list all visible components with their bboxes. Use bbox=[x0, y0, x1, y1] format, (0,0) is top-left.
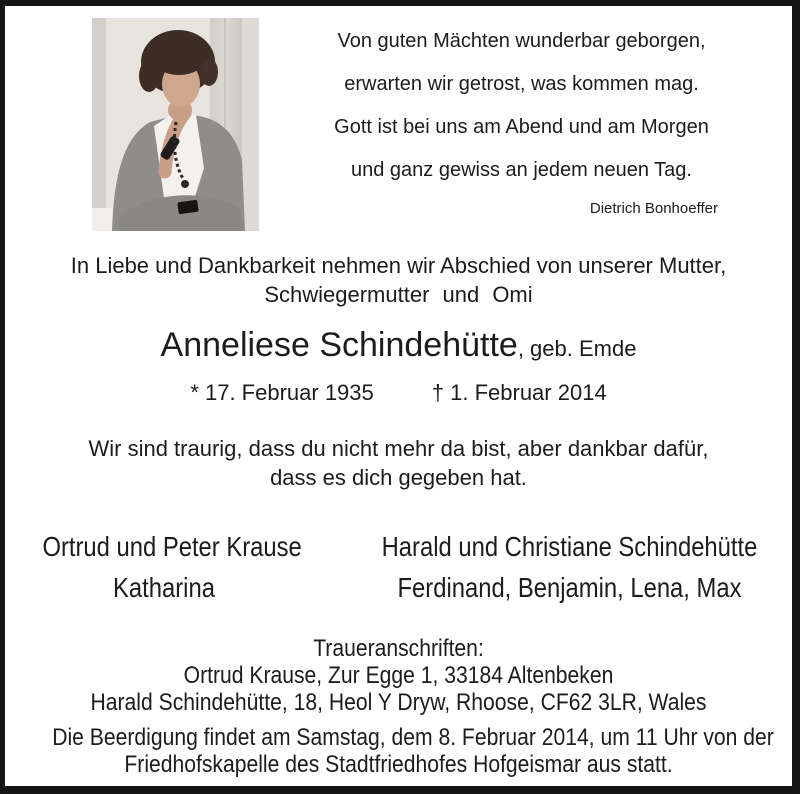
deceased-name: Anneliese Schindehütte bbox=[160, 326, 518, 364]
family-name: Ortrud und Peter Krause bbox=[42, 531, 302, 562]
quote-line: Von guten Mächten wunderbar geborgen, bbox=[337, 30, 706, 52]
birth-date: * 17. Februar 1935 bbox=[190, 380, 374, 405]
grief-line-1: Wir sind traurig, dass du nicht mehr da bist, aber dankbar dafür, bbox=[88, 436, 709, 461]
grief-line-2: dass es dich gegeben hat. bbox=[270, 465, 527, 490]
address-line: Harald Schindehütte, 18, Heol Y Dryw, Rhoose, CF62 3LR, Wales bbox=[90, 689, 707, 716]
quote-line: erwarten wir getrost, was kommen mag. bbox=[344, 73, 699, 95]
memorial-quote bbox=[289, 20, 754, 219]
mourning-family bbox=[5, 526, 792, 608]
funeral-line-1: Die Beerdigung findet am Samstag, dem 8. Februar 2014, um 11 Uhr von der bbox=[52, 724, 774, 751]
quote-line: und ganz gewiss an jedem neuen Tag. bbox=[351, 159, 692, 181]
address-line: Ortrud Krause, Zur Egge 1, 33184 Altenbeken bbox=[183, 662, 614, 689]
life-dates bbox=[5, 380, 792, 406]
intro-line-2: Schwiegermutter und Omi bbox=[264, 282, 533, 307]
funeral-info bbox=[5, 724, 792, 778]
addresses-title: Traueranschriften: bbox=[313, 635, 484, 662]
portrait-photo bbox=[92, 18, 259, 231]
intro-line-1: In Liebe und Dankbarkeit nehmen wir Abschied von unserer Mutter, bbox=[70, 253, 727, 278]
top-section bbox=[5, 6, 792, 231]
intro-text bbox=[5, 251, 792, 309]
mourning-addresses bbox=[5, 635, 792, 716]
quote-line: Gott ist bei uns am Abend und am Morgen bbox=[334, 116, 709, 138]
portrait-photo-illustration bbox=[92, 18, 259, 231]
family-name: Katharina bbox=[113, 572, 215, 603]
grief-text bbox=[5, 434, 792, 492]
maiden-name: , geb. Emde bbox=[517, 336, 637, 361]
family-column-right bbox=[347, 526, 792, 608]
death-date: † 1. Februar 2014 bbox=[431, 380, 607, 405]
funeral-line-2: Friedhofskapelle des Stadtfriedhofes Hofgeismar aus statt. bbox=[124, 751, 673, 778]
family-column-left bbox=[21, 526, 307, 608]
deceased-name-line bbox=[5, 323, 792, 374]
family-name: Ferdinand, Benjamin, Lena, Max bbox=[397, 572, 742, 603]
quote-author: Dietrich Bonhoeffer bbox=[589, 200, 718, 217]
family-name: Harald und Christiane Schindehütte bbox=[381, 531, 758, 562]
